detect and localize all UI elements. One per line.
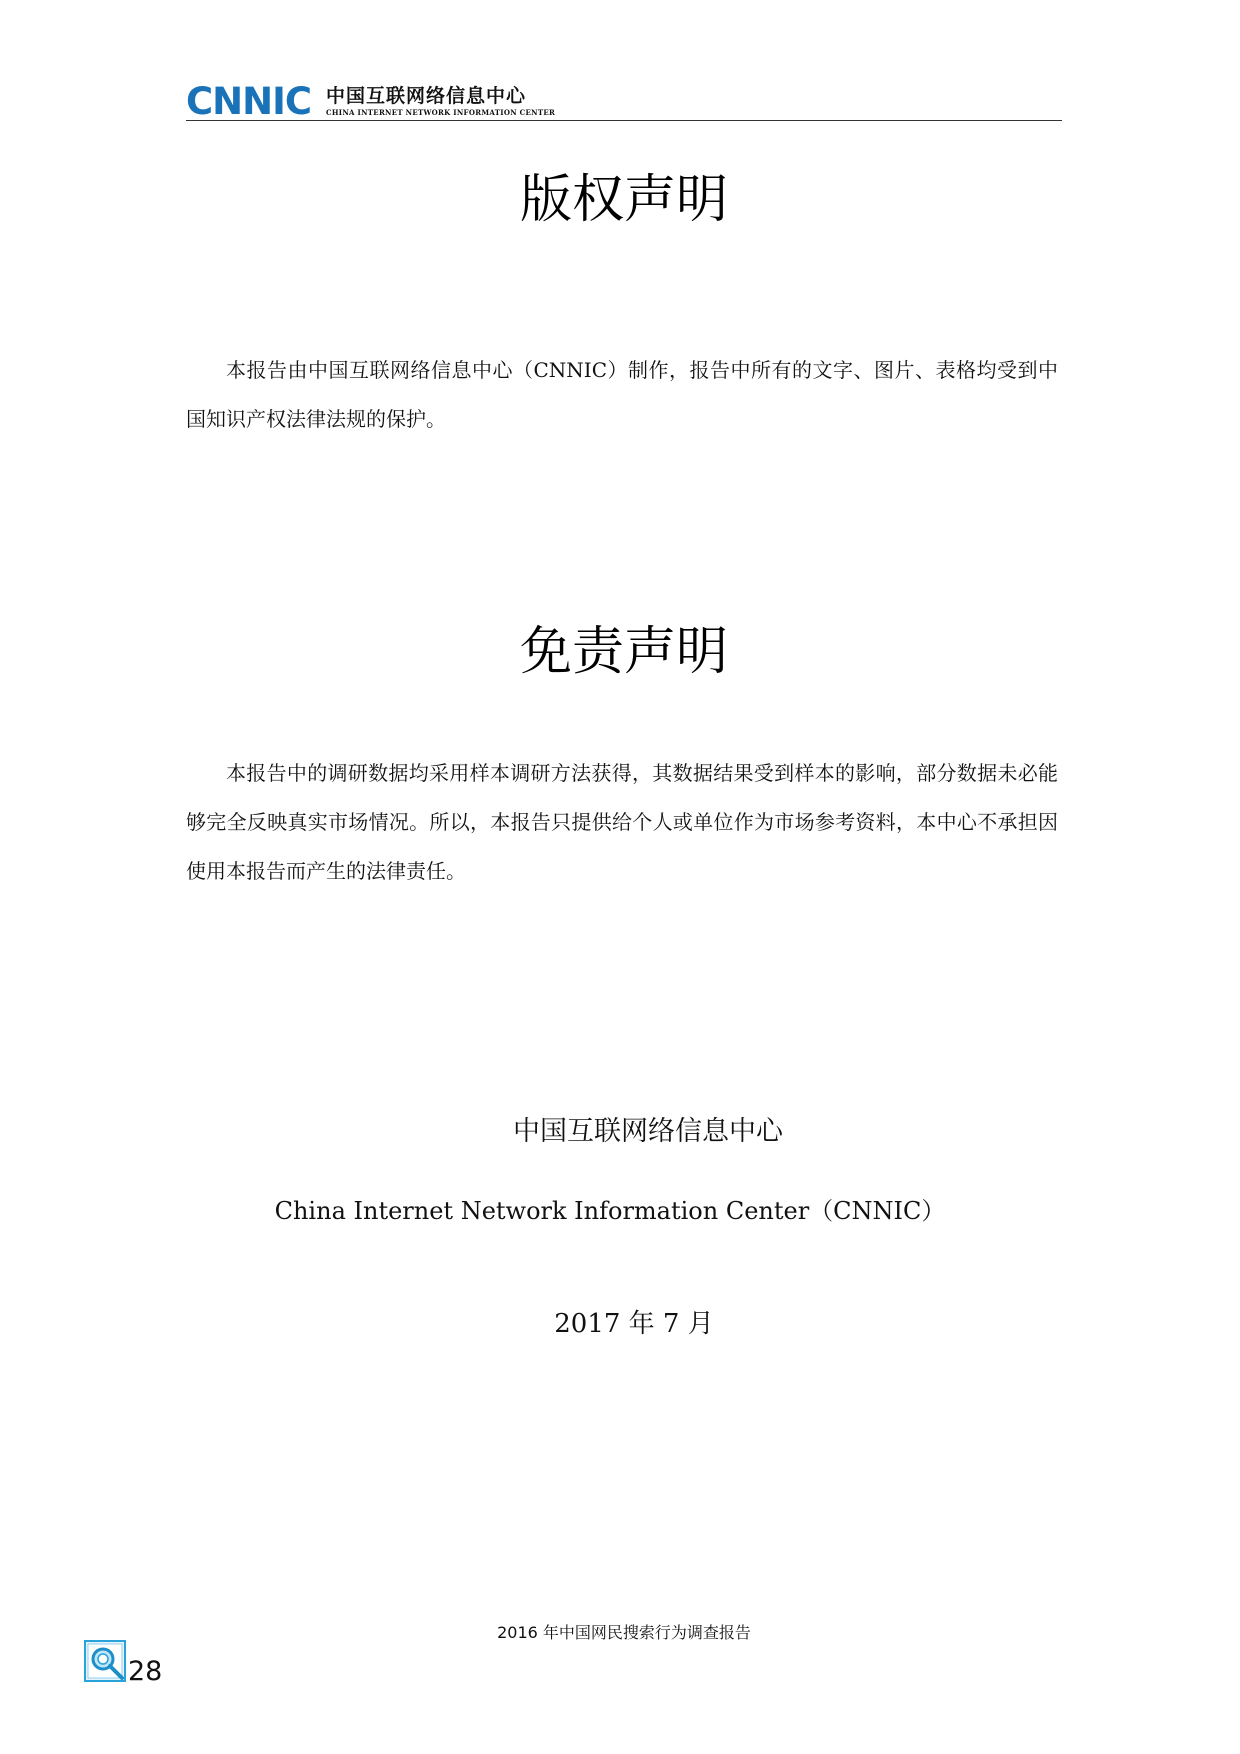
disclaimer-paragraph: 本报告中的调研数据均采用样本调研方法获得，其数据结果受到样本的影响，部分数据未必能够完全反映真实市场情况。所以，本报告只提供给个人或单位作为市场参考资料，本中心不承担因使用本报告而产生的法律责任。	[186, 761, 1058, 883]
signature-date: 2017 年 7 月	[554, 1309, 714, 1339]
cnnic-logo-name-en: CHINA INTERNET NETWORK INFORMATION CENTER	[326, 108, 556, 117]
page-header	[186, 80, 1062, 123]
signature-org-en: China Internet Network Information Center（CNNIC）	[274, 1197, 946, 1225]
signature-org-cn: 中国互联网络信息中心	[513, 1116, 783, 1147]
copyright-paragraph: 本报告由中国互联网络信息中心（CNNIC）制作，报告中所有的文字、图片、表格均受到中国知识产权法律法规的保护。	[186, 358, 1058, 431]
cnnic-logo-wordmark: CNNIC	[186, 80, 312, 123]
cnnic-logo-name-cn: 中国互联网络信息中心	[326, 85, 527, 107]
page-number: 28	[128, 1656, 163, 1687]
header-divider	[186, 120, 1062, 121]
disclaimer-title: 免责声明	[519, 622, 728, 682]
copyright-title: 版权声明	[519, 170, 728, 230]
search-magnifier-icon	[84, 1640, 126, 1682]
footer-report-title: 2016 年中国网民搜索行为调查报告	[497, 1623, 751, 1642]
